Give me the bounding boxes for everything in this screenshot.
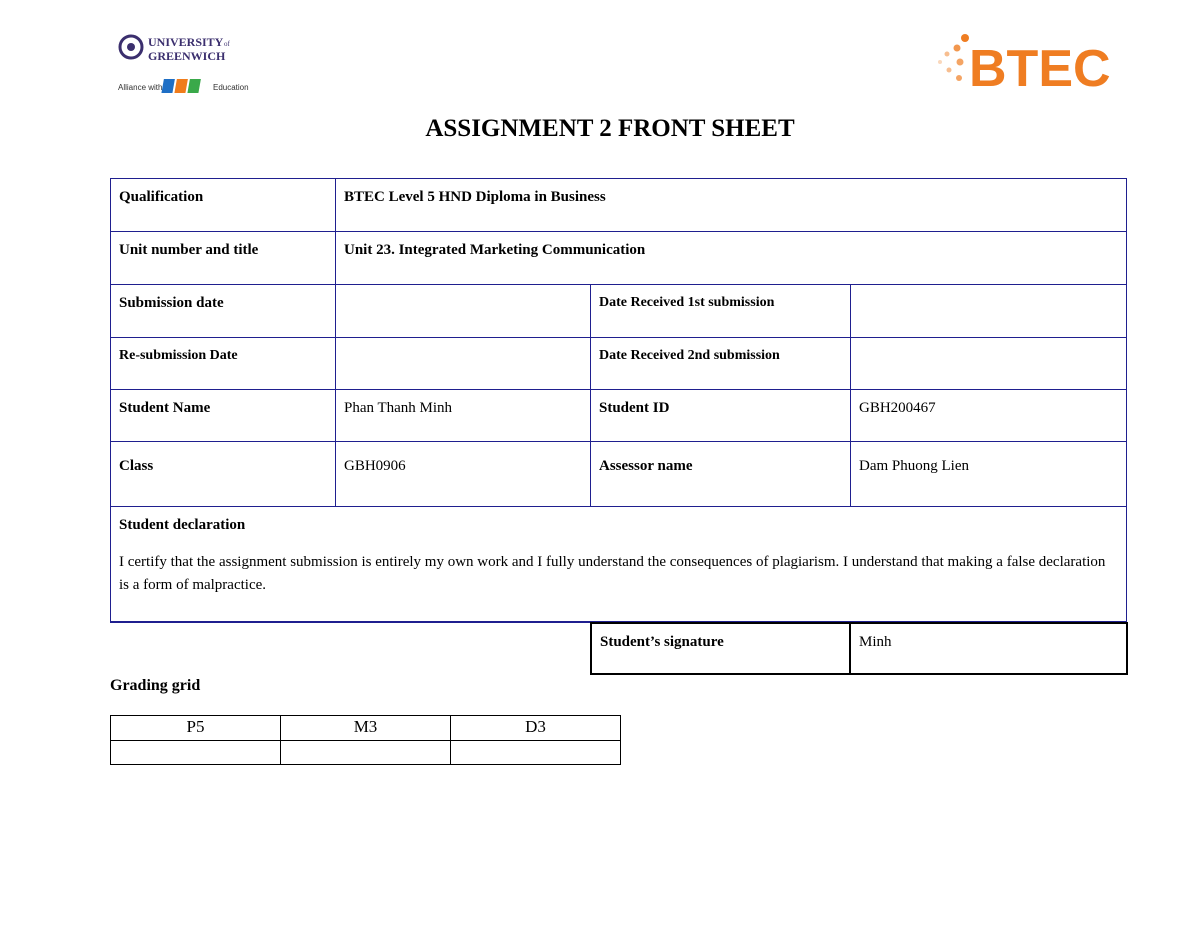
grade-value-p5[interactable] bbox=[110, 740, 281, 765]
signature-value: Minh bbox=[849, 622, 1128, 675]
grade-value-d3[interactable] bbox=[450, 740, 621, 765]
assessor-value: Dam Phuong Lien bbox=[850, 441, 1127, 507]
svg-text:of: of bbox=[224, 40, 230, 48]
grade-value-m3[interactable] bbox=[280, 740, 451, 765]
svg-text:Education: Education bbox=[213, 83, 249, 92]
date-received-1-label: Date Received 1st submission bbox=[590, 284, 851, 338]
unit-label: Unit number and title bbox=[110, 231, 336, 285]
svg-text:GREENWICH: GREENWICH bbox=[148, 49, 226, 63]
qualification-value: BTEC Level 5 HND Diploma in Business bbox=[335, 178, 1127, 232]
grade-header-d3: D3 bbox=[450, 715, 621, 741]
svg-text:Alliance with: Alliance with bbox=[118, 83, 163, 92]
student-name-value: Phan Thanh Minh bbox=[335, 389, 591, 442]
grade-header-m3: M3 bbox=[280, 715, 451, 741]
submission-date-label: Submission date bbox=[110, 284, 336, 338]
date-received-2-value bbox=[850, 337, 1127, 390]
declaration-label: Student declaration bbox=[119, 517, 246, 533]
page-title: ASSIGNMENT 2 FRONT SHEET bbox=[425, 115, 795, 142]
date-received-1-value bbox=[850, 284, 1127, 338]
class-label: Class bbox=[110, 441, 336, 507]
svg-text:BTEC: BTEC bbox=[969, 40, 1111, 92]
greenwich-crest-icon bbox=[118, 33, 258, 93]
student-declaration bbox=[110, 506, 1127, 623]
student-id-label: Student ID bbox=[590, 389, 851, 442]
btec-logo bbox=[935, 32, 1125, 97]
declaration-text: I certify that the assignment submission is entirely my own work and I fully understand the consequences of plagiarism. I understand that making a false declaration is a form of malpractice. bbox=[119, 554, 1106, 593]
resubmission-value bbox=[335, 337, 591, 390]
grade-header-p5: P5 bbox=[110, 715, 281, 741]
signature-label: Student’s signature bbox=[590, 622, 851, 675]
university-greenwich-logo bbox=[118, 33, 258, 98]
class-value: GBH0906 bbox=[335, 441, 591, 507]
student-name-label: Student Name bbox=[110, 389, 336, 442]
assessor-label: Assessor name bbox=[590, 441, 851, 507]
svg-text:UNIVERSITY: UNIVERSITY bbox=[148, 35, 224, 49]
resubmission-label: Re-submission Date bbox=[110, 337, 336, 390]
qualification-label: Qualification bbox=[110, 178, 336, 232]
date-received-2-label: Date Received 2nd submission bbox=[590, 337, 851, 390]
submission-date-value bbox=[335, 284, 591, 338]
unit-value: Unit 23. Integrated Marketing Communication bbox=[335, 231, 1127, 285]
student-id-value: GBH200467 bbox=[850, 389, 1127, 442]
grading-grid-title: Grading grid bbox=[110, 677, 201, 694]
